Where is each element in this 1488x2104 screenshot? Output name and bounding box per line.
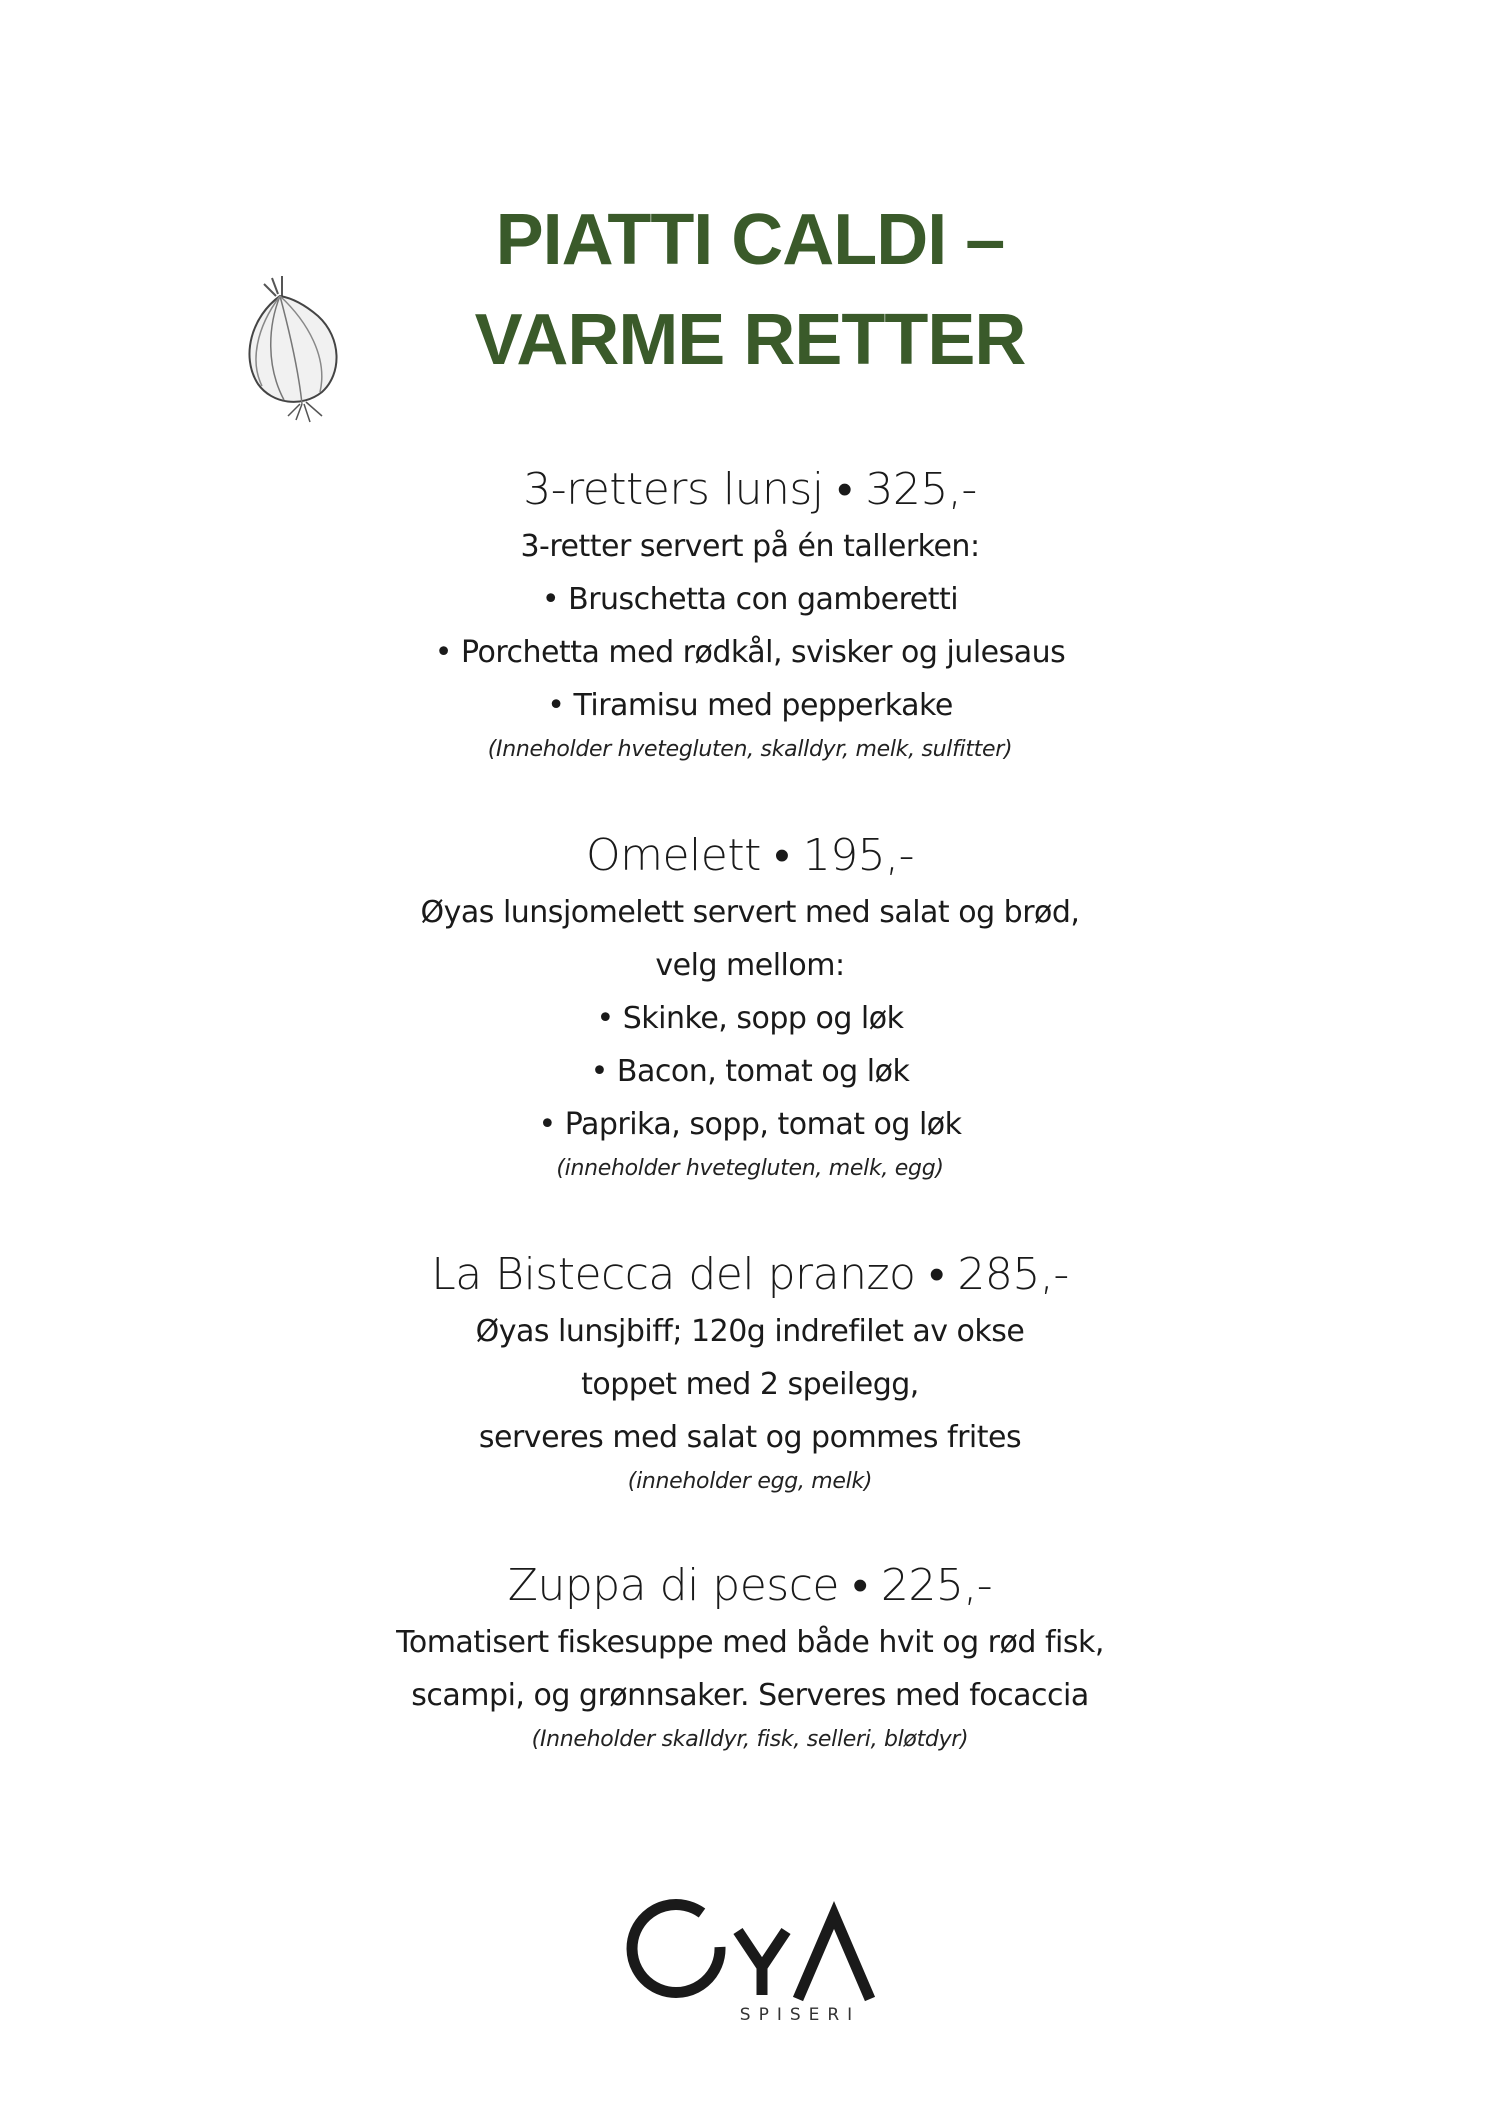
dish-description-line: • Skinke, sopp og løk (596, 1001, 904, 1036)
dish-description-line: • Bacon, tomat og løk (590, 1054, 910, 1089)
dish-description-line: • Paprika, sopp, tomat og løk (538, 1107, 962, 1142)
dish-description-line: velg mellom: (655, 948, 845, 983)
allergen-note: (inneholder egg, melk) (627, 1469, 873, 1494)
menu-item-la-bistecca (350, 1245, 1150, 1500)
dish-description-line: Tomatisert fiskesuppe med både hvit og rød fisk, (396, 1625, 1104, 1660)
dish-name: Zuppa di pesce • 225,- (507, 1560, 993, 1611)
dish-description-line: serveres med salat og pommes frites (478, 1420, 1022, 1455)
dish-description-line: toppet med 2 speilegg, (581, 1367, 919, 1402)
dish-description-line: scampi, og grønnsaker. Serveres med focaccia (411, 1678, 1089, 1713)
dish-description-line: Øyas lunsjomelett servert med salat og brød, (420, 895, 1080, 930)
dish-name: Omelett • 195,- (585, 830, 915, 881)
dish-description-line: • Porchetta med rødkål, svisker og julesaus (434, 635, 1066, 670)
logo-subtitle: SPISERI (739, 2005, 861, 2025)
allergen-note: (inneholder hvetegluten, melk, egg) (556, 1156, 944, 1181)
title-line-2: VARME RETTER (474, 300, 1026, 380)
menu-item-3-retters-lunsj (350, 460, 1150, 768)
allergen-note: (Inneholder hvetegluten, skalldyr, melk, sulfitter) (487, 737, 1013, 762)
dish-description-line: Øyas lunsjbiff; 120g indrefilet av okse (475, 1314, 1025, 1349)
dish-description-line: • Bruschetta con gamberetti (541, 582, 959, 617)
onion-illustration-icon (232, 266, 362, 426)
dish-description-line: 3-retter servert på én tallerken: (520, 529, 980, 564)
title-line-1: PIATTI CALDI – (495, 200, 1005, 280)
dish-description-line: • Tiramisu med pepperkake (547, 688, 953, 723)
menu-item-zuppa-di-pesce (350, 1556, 1150, 1758)
dish-name: 3-retters lunsj • 325,- (523, 464, 977, 515)
allergen-note: (Inneholder skalldyr, fisk, selleri, bløtdyr) (531, 1727, 969, 1752)
dish-name: La Bistecca del pranzo • 285,- (431, 1249, 1069, 1300)
page-title (350, 190, 1150, 390)
menu-item-omelett (350, 826, 1150, 1187)
